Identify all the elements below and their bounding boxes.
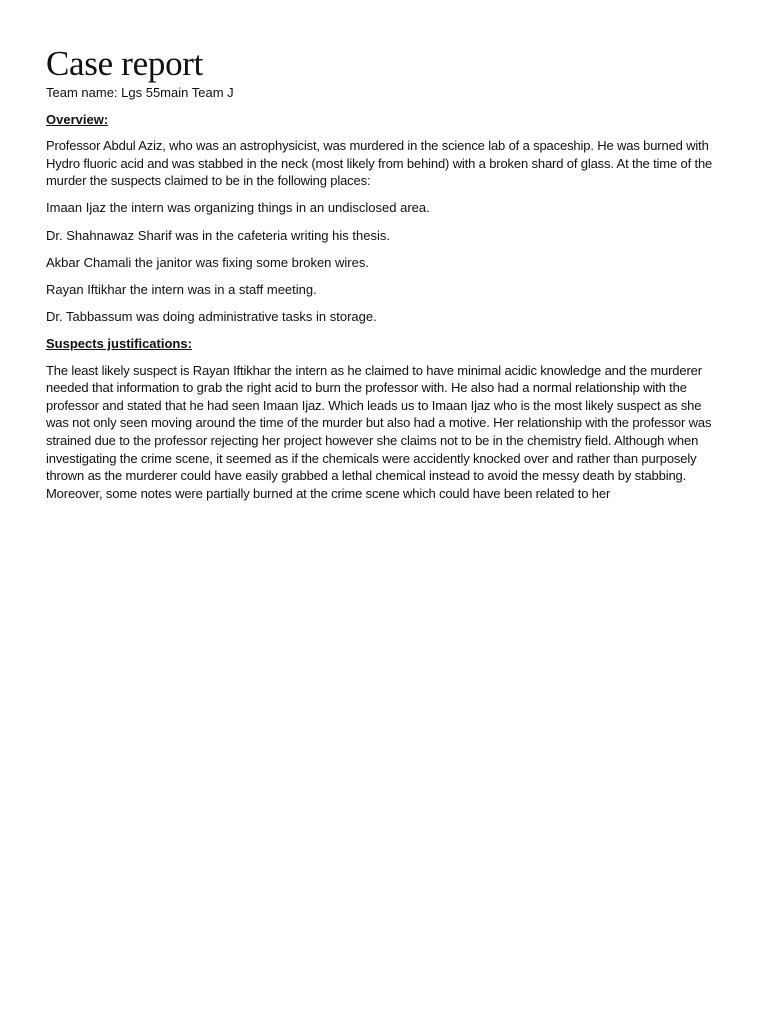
- location-line-5: Dr. Tabbassum was doing administrative tasks in storage.: [46, 308, 377, 324]
- justifications-heading: Suspects justifications:: [46, 335, 192, 351]
- location-line-2: Dr. Shahnawaz Sharif was in the cafeteria writing his thesis.: [46, 227, 390, 243]
- document-page: [46, 44, 722, 512]
- overview-heading: Overview:: [46, 111, 109, 127]
- location-line-3: Akbar Chamali the janitor was fixing some broken wires.: [46, 254, 369, 270]
- team-name-line: Team name: Lgs 55main Team J: [46, 85, 234, 100]
- justifications-paragraph: The least likely suspect is Rayan Iftikhar the intern as he claimed to have minimal acidic knowledge and the murderer needed that information to grab the right acid to burn the professor with. He also had a normal relationship with the professor and stated that he had seen Imaan Ijaz. Which leads us to Imaan Ijaz who is the most likely suspect as she was not only seen moving around the time of the murder but also had a motive. Her relationship with the professor was strained due to the professor rejecting her project however she claims not to be in the chemistry field. Although when investigating the crime scene, it seemed as if the chemicals were accidently knocked over and rather than purposely thrown as the murderer could have easily grabbed a lethal chemical instead to avoid the messy death by stabbing. Moreover, some notes were partially burned at the crime scene which could have been related to her: [46, 362, 712, 501]
- document-title: Case report: [46, 44, 204, 83]
- overview-paragraph: Professor Abdul Aziz, who was an astrophysicist, was murdered in the science lab of a spaceship. He was burned with Hydro fluoric acid and was stabbed in the neck (most likely from behind) with a broken shard of glass. At the time of the murder the suspects claimed to be in the following places:: [46, 138, 713, 189]
- location-line-4: Rayan Iftikhar the intern was in a staff meeting.: [46, 281, 317, 297]
- location-line-1: Imaan Ijaz the intern was organizing things in an undisclosed area.: [46, 200, 430, 216]
